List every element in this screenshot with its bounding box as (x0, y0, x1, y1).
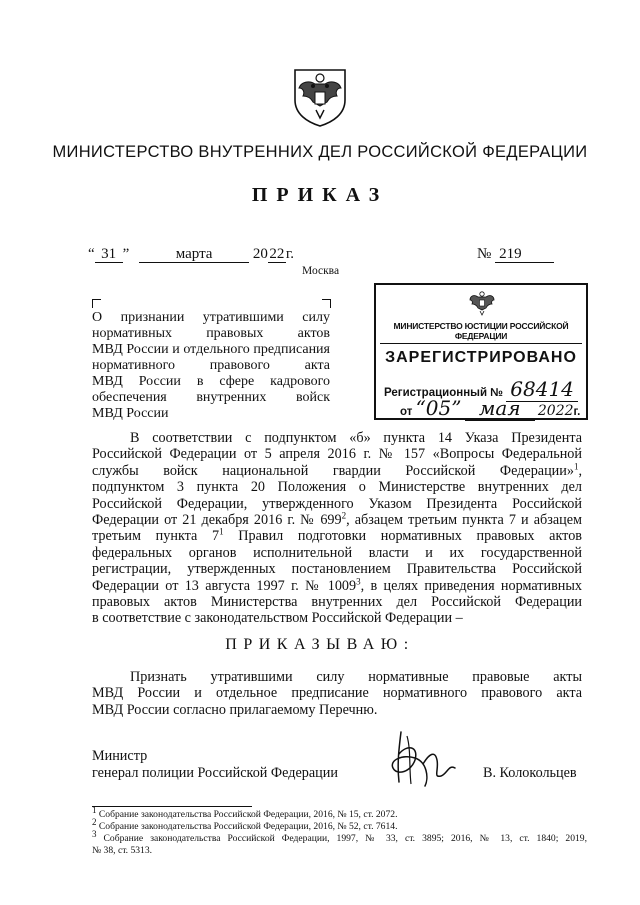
date-year-suffix: 22 (269, 246, 285, 262)
footnote-ref: 1 (573, 461, 579, 472)
registration-stamp (374, 283, 588, 420)
stamp-reg-label: Регистрационный № (384, 387, 504, 399)
title-line: нормативного правового акта (92, 358, 330, 373)
coat-of-arms-emblem (289, 66, 351, 128)
body-text: , абзацем третьим пункта 7 и абзацем (346, 512, 582, 529)
footnote-separator (92, 806, 252, 807)
order-number (477, 246, 554, 263)
preamble-paragraph (92, 430, 582, 627)
order-line: МВД России согласно прилагаемому Перечню. (92, 701, 378, 718)
footnote-mark: 3 (92, 828, 97, 839)
body-line: подпунктом 3 пункта 20 Положения о Министерстве внутренних дел (92, 479, 582, 496)
body-text: третьим пункта 7 (92, 528, 220, 545)
title-line: МВД России (92, 406, 169, 421)
title-line: нормативных правовых актов (92, 326, 330, 341)
date-day: 31 (95, 247, 123, 263)
order-line: МВД России и отдельное предписание нормативного правового акта (92, 685, 582, 702)
order-paragraph (92, 669, 582, 718)
footnote (92, 828, 587, 845)
stamp-date-line (400, 396, 580, 421)
stamp-status: ЗАРЕГИСТРИРОВАНО (385, 349, 577, 366)
footnote-mark: 1 (92, 804, 97, 815)
body-text: , в целях приведения нормативных (360, 577, 582, 594)
footnote (92, 816, 587, 833)
order-line: Признать утратившими силу нормативные правовые акты (130, 669, 582, 685)
body-line: В соответствии с подпунктом «б» пункта 14 Указа Президента (130, 430, 582, 446)
body-text: Правил подготовки нормативных правовых актов (223, 528, 582, 545)
signatory-rank: генерал полиции Российской Федерации (92, 765, 338, 781)
body-text: Федерации от 21 декабря 2016 г. № 699 (92, 512, 342, 529)
body-line (92, 512, 582, 528)
footnote (92, 804, 587, 821)
date-close-quote: ” (122, 246, 130, 262)
number-sign: № (477, 246, 492, 262)
footnote-ref: 1 (219, 526, 224, 537)
ministry-name: МИНИСТЕРСТВО ВНУТРЕННИХ ДЕЛ РОССИЙСКОЙ ФЕДЕРАЦИИ (52, 143, 588, 161)
stamp-date-year: 2022 (537, 403, 574, 419)
document-type-heading: ПРИКАЗ (251, 184, 389, 206)
signatory-title (92, 748, 338, 782)
date-year-prefix: 20 (252, 246, 268, 262)
body-text: Федерации от 13 августа 1997 г. № 1009 (92, 577, 357, 594)
date-month: марта (139, 247, 249, 263)
title-corner-right (322, 299, 331, 308)
footnotes (92, 804, 587, 857)
footnote-ref: 3 (356, 575, 361, 586)
stamp-emblem-icon (468, 289, 496, 317)
title-corner-left (92, 299, 101, 308)
body-line: Российской Федерации от 5 апреля 2016 г. № 157 «Вопросы Федеральной (92, 446, 582, 463)
order-title (92, 310, 330, 422)
footnote-text: Собрание законодательства Российской Федерации, 2016, № 52, ст. 7614. (96, 821, 398, 832)
body-line (92, 528, 582, 544)
date-open-quote: “ (88, 246, 95, 262)
footnote-continuation: № 38, ст. 5313. (92, 845, 153, 856)
stamp-date-month: мая (465, 396, 535, 421)
order-directive-heading: ПРИКАЗЫВАЮ: (225, 636, 415, 653)
body-line: правовых актов Министерства внутренних дел Российской Федерации (92, 594, 582, 611)
footnote-text: Собрание законодательства Российской Федерации, 1997, № 33, ст. 3895; 2016, № 13, ст. 1840; 2019, (96, 833, 587, 844)
body-line: в соответствие с законодательством Российской Федерации – (92, 610, 463, 627)
body-line: Российской Федерации, утвержденного Указом Президента Российской (92, 495, 582, 512)
stamp-reg-number: 68414 (506, 377, 578, 402)
body-line: федеральных органов исполнительной власти и их государственной (92, 544, 582, 561)
stamp-date-unit: г. (573, 406, 581, 418)
city: Москва (302, 265, 340, 277)
body-text: , (578, 462, 582, 479)
footnote-ref: 2 (341, 510, 347, 521)
handwritten-signature (385, 724, 465, 794)
signatory-position: Министр (92, 748, 148, 764)
title-line: О признании утратившими силу (92, 310, 330, 325)
date-year-unit: г. (285, 246, 295, 262)
title-line: МВД России и отдельного предписания (92, 342, 330, 357)
signatory-name: В. Колокольцев (483, 765, 577, 781)
body-line: регистрации, утвержденных постановлением Правительства Российской (92, 561, 582, 578)
footnote-text: Собрание законодательства Российской Федерации, 2016, № 15, ст. 2072. (96, 809, 398, 820)
stamp-header: МИНИСТЕРСТВО ЮСТИЦИИ РОССИЙСКОЙ ФЕДЕРАЦИИ (380, 321, 582, 344)
stamp-date-prefix: от (400, 406, 413, 418)
stamp-date-day: “05” (415, 396, 462, 420)
body-text: службы войск национальной гвардии Российской Федерации» (92, 462, 574, 479)
order-date (88, 246, 294, 263)
body-line (92, 463, 582, 479)
title-line: МВД России в сфере кадрового (92, 374, 330, 389)
body-line (92, 575, 582, 594)
number-value: 219 (495, 247, 554, 263)
footnote-mark: 2 (92, 816, 97, 827)
title-line: обеспечения внутренних войск (92, 390, 330, 405)
